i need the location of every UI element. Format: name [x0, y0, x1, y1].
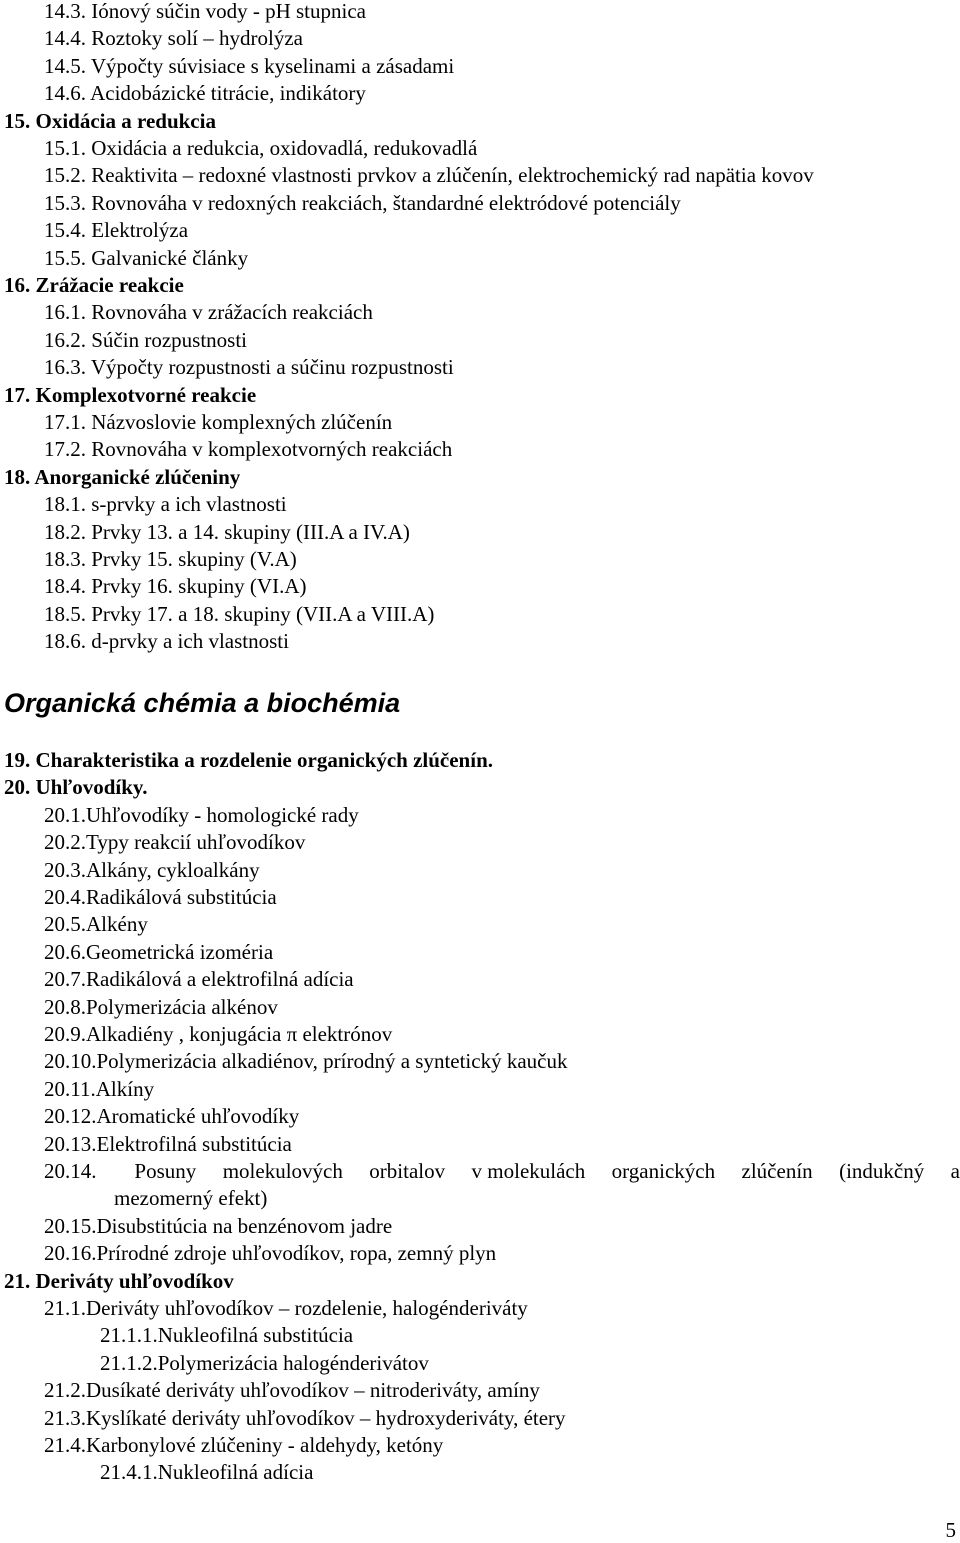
item-text: Disubstitúcia na benzénovom jadre — [96, 1213, 393, 1238]
chapter-heading — [4, 747, 493, 774]
item-text: 17.1. Názvoslovie komplexných zlúčenín — [44, 410, 393, 434]
wrapped-word: zlúčenín — [741, 1159, 813, 1183]
item-text: Deriváty uhľovodíkov – rozdelenie, halogénderiváty — [86, 1296, 528, 1320]
list-item — [44, 1377, 540, 1404]
item-text: Polymerizácia halogénderivátov — [157, 1350, 429, 1375]
list-item — [44, 884, 277, 911]
item-text: 14.4. Roztoky solí – hydrolýza — [44, 26, 303, 51]
section-heading: Organická chémia a biochémia — [4, 688, 401, 718]
list-item — [44, 0, 366, 25]
list-item — [44, 628, 289, 655]
list-item — [44, 546, 297, 573]
item-text: 15. Oxidácia a redukcia — [4, 108, 216, 133]
item-text: Elektrofilná substitúcia — [96, 1131, 292, 1156]
item-text: 21. Deriváty uhľovodíkov — [4, 1268, 234, 1293]
list-item — [44, 25, 303, 52]
list-item — [44, 994, 278, 1021]
list-item — [44, 1021, 392, 1048]
list-item — [44, 491, 287, 518]
list-item — [44, 135, 477, 162]
item-text: Polymerizácia alkénov — [86, 994, 278, 1019]
list-item — [44, 53, 454, 80]
item-text: Alkadiény , konjugácia π elektrónov — [86, 1022, 393, 1046]
item-text: Alkény — [86, 912, 148, 937]
item-text: Uhľovodíky - homologické rady — [86, 802, 359, 827]
item-text: 18.6. d-prvky a ich vlastnosti — [44, 629, 289, 654]
list-item — [100, 1459, 313, 1486]
item-text: Geometrická izoméria — [86, 939, 274, 964]
wrapped-word: a — [950, 1159, 960, 1183]
list-item — [44, 966, 354, 993]
list-item — [44, 245, 248, 272]
item-number: 20.15. — [44, 1213, 97, 1238]
item-text: 15.4. Elektrolýza — [44, 218, 189, 243]
list-item — [44, 1295, 528, 1322]
item-text: 17.2. Rovnováha v komplexotvorných reakciách — [44, 437, 453, 462]
list-item — [100, 1350, 429, 1377]
item-number: 20.9. — [44, 1022, 86, 1046]
item-number: 21.1. — [44, 1296, 86, 1320]
list-item — [44, 1213, 392, 1240]
list-item — [44, 1076, 154, 1103]
item-text: Nukleofilná substitúcia — [157, 1323, 354, 1348]
item-text: Karbonylové zlúčeniny - aldehydy, ketóny — [86, 1433, 444, 1457]
item-number: 20.16. — [44, 1241, 97, 1266]
item-number: 21.2. — [44, 1378, 86, 1403]
item-number: 20.4. — [44, 885, 86, 909]
list-item — [44, 829, 305, 856]
item-number: 21.4.1. — [100, 1460, 158, 1485]
item-text: 18.3. Prvky 15. skupiny (V.A) — [44, 547, 297, 571]
list-item — [44, 857, 260, 884]
chapter-heading — [4, 382, 256, 409]
list-item — [44, 217, 188, 244]
list-item — [44, 802, 359, 829]
item-text: 19. Charakteristika a rozdelenie organických zlúčenín. — [4, 748, 493, 772]
list-item — [44, 80, 366, 107]
wrapped-list-item — [44, 1158, 960, 1213]
list-item — [44, 1131, 292, 1158]
item-number: 20.7. — [44, 967, 86, 992]
item-text: 16.3. Výpočty rozpustnosti a súčinu rozpustnosti — [44, 355, 454, 380]
page-number: 5 — [945, 1518, 956, 1542]
list-item — [44, 162, 814, 189]
item-text: Typy reakcií uhľovodíkov — [86, 830, 306, 855]
item-text: Radikálová a elektrofilná adícia — [86, 967, 354, 992]
item-text: 18. Anorganické zlúčeniny — [4, 464, 241, 489]
item-number: 20.1. — [44, 802, 86, 827]
item-text: Kyslíkaté deriváty uhľovodíkov – hydroxyderiváty, étery — [86, 1405, 566, 1430]
item-text: 18.4. Prvky 16. skupiny (VI.A) — [44, 574, 307, 599]
item-text: 18.5. Prvky 17. a 18. skupiny (VII.A a VIII.A) — [44, 601, 435, 626]
item-text: 16. Zrážacie reakcie — [4, 273, 184, 297]
item-number: 20.11. — [44, 1076, 96, 1101]
wrapped-continuation: mezomerný efekt) — [114, 1186, 268, 1211]
wrapped-word: v molekulách — [471, 1159, 586, 1183]
list-item — [44, 1048, 567, 1075]
item-text: 20. Uhľovodíky. — [4, 775, 148, 800]
chapter-heading — [4, 464, 240, 491]
list-item — [44, 1103, 299, 1130]
item-text: 14.6. Acidobázické titrácie, indikátory — [44, 81, 366, 106]
item-text: Alkíny — [95, 1076, 155, 1101]
item-text: Radikálová substitúcia — [86, 885, 277, 909]
item-number: 20.14. — [44, 1159, 97, 1183]
item-text: 14.5. Výpočty súvisiace s kyselinami a zásadami — [44, 53, 455, 78]
list-item — [44, 190, 681, 217]
list-item — [44, 436, 452, 463]
item-number: 21.1.1. — [100, 1323, 158, 1348]
item-text: Prírodné zdroje uhľovodíkov, ropa, zemný plyn — [96, 1241, 497, 1266]
wrapped-word: organických — [611, 1159, 716, 1183]
item-number: 20.2. — [44, 830, 86, 855]
item-number: 21.3. — [44, 1405, 86, 1430]
wrapped-word: orbitalov — [369, 1159, 446, 1183]
item-number: 20.3. — [44, 857, 86, 882]
item-text: 17. Komplexotvorné reakcie — [4, 382, 257, 407]
item-number: 20.8. — [44, 994, 86, 1019]
item-text: 18.1. s-prvky a ich vlastnosti — [44, 492, 287, 517]
item-text: 18.2. Prvky 13. a 14. skupiny (III.A a IV.A) — [44, 519, 410, 544]
chapter-heading — [4, 1268, 234, 1295]
wrapped-word: molekulových — [222, 1159, 343, 1183]
wrapped-word: Posuny — [134, 1159, 197, 1183]
list-item — [44, 1405, 566, 1432]
list-item — [44, 1240, 496, 1267]
wrapped-word: (indukčný — [839, 1159, 925, 1183]
item-text: Dusíkaté deriváty uhľovodíkov – nitroderiváty, amíny — [86, 1378, 540, 1403]
item-text: 15.3. Rovnováha v redoxných reakciách, štandardné elektródové potenciály — [44, 190, 681, 215]
list-item — [44, 573, 307, 600]
item-text: 15.2. Reaktivita – redoxné vlastnosti prvkov a zlúčenín, elektrochemický rad napätia kovov — [44, 163, 814, 188]
list-item — [44, 519, 410, 546]
list-item — [44, 299, 373, 326]
item-number: 21.1.2. — [100, 1350, 158, 1375]
chapter-heading — [4, 272, 184, 299]
list-item — [44, 409, 392, 436]
item-number: 20.13. — [44, 1131, 97, 1156]
item-text: 16.1. Rovnováha v zrážacích reakciách — [44, 300, 373, 325]
chapter-heading — [4, 774, 147, 801]
list-item — [44, 1432, 443, 1459]
item-text: 15.1. Oxidácia a redukcia, oxidovadlá, redukovadlá — [44, 136, 478, 160]
item-text: 14.3. Iónový súčin vody - pH stupnica — [44, 0, 366, 23]
item-text: Nukleofilná adícia — [157, 1460, 314, 1485]
item-text: Polymerizácia alkadiénov, prírodný a syntetický kaučuk — [96, 1049, 568, 1074]
item-number: 20.10. — [44, 1049, 97, 1074]
list-item — [44, 939, 273, 966]
item-number: 20.12. — [44, 1104, 97, 1129]
chapter-heading — [4, 108, 216, 135]
item-text: Aromatické uhľovodíky — [96, 1104, 300, 1129]
item-text: 15.5. Galvanické články — [44, 245, 249, 270]
list-item — [100, 1322, 353, 1349]
item-number: 20.5. — [44, 912, 86, 937]
item-number: 21.4. — [44, 1433, 86, 1457]
item-text: 16.2. Súčin rozpustnosti — [44, 327, 247, 352]
item-text: Alkány, cykloalkány — [86, 857, 260, 882]
item-number: 20.6. — [44, 939, 86, 964]
wrapped-first-line — [44, 1158, 960, 1185]
list-item — [44, 911, 148, 938]
list-item — [44, 601, 434, 628]
list-item — [44, 354, 454, 381]
list-item — [44, 327, 247, 354]
